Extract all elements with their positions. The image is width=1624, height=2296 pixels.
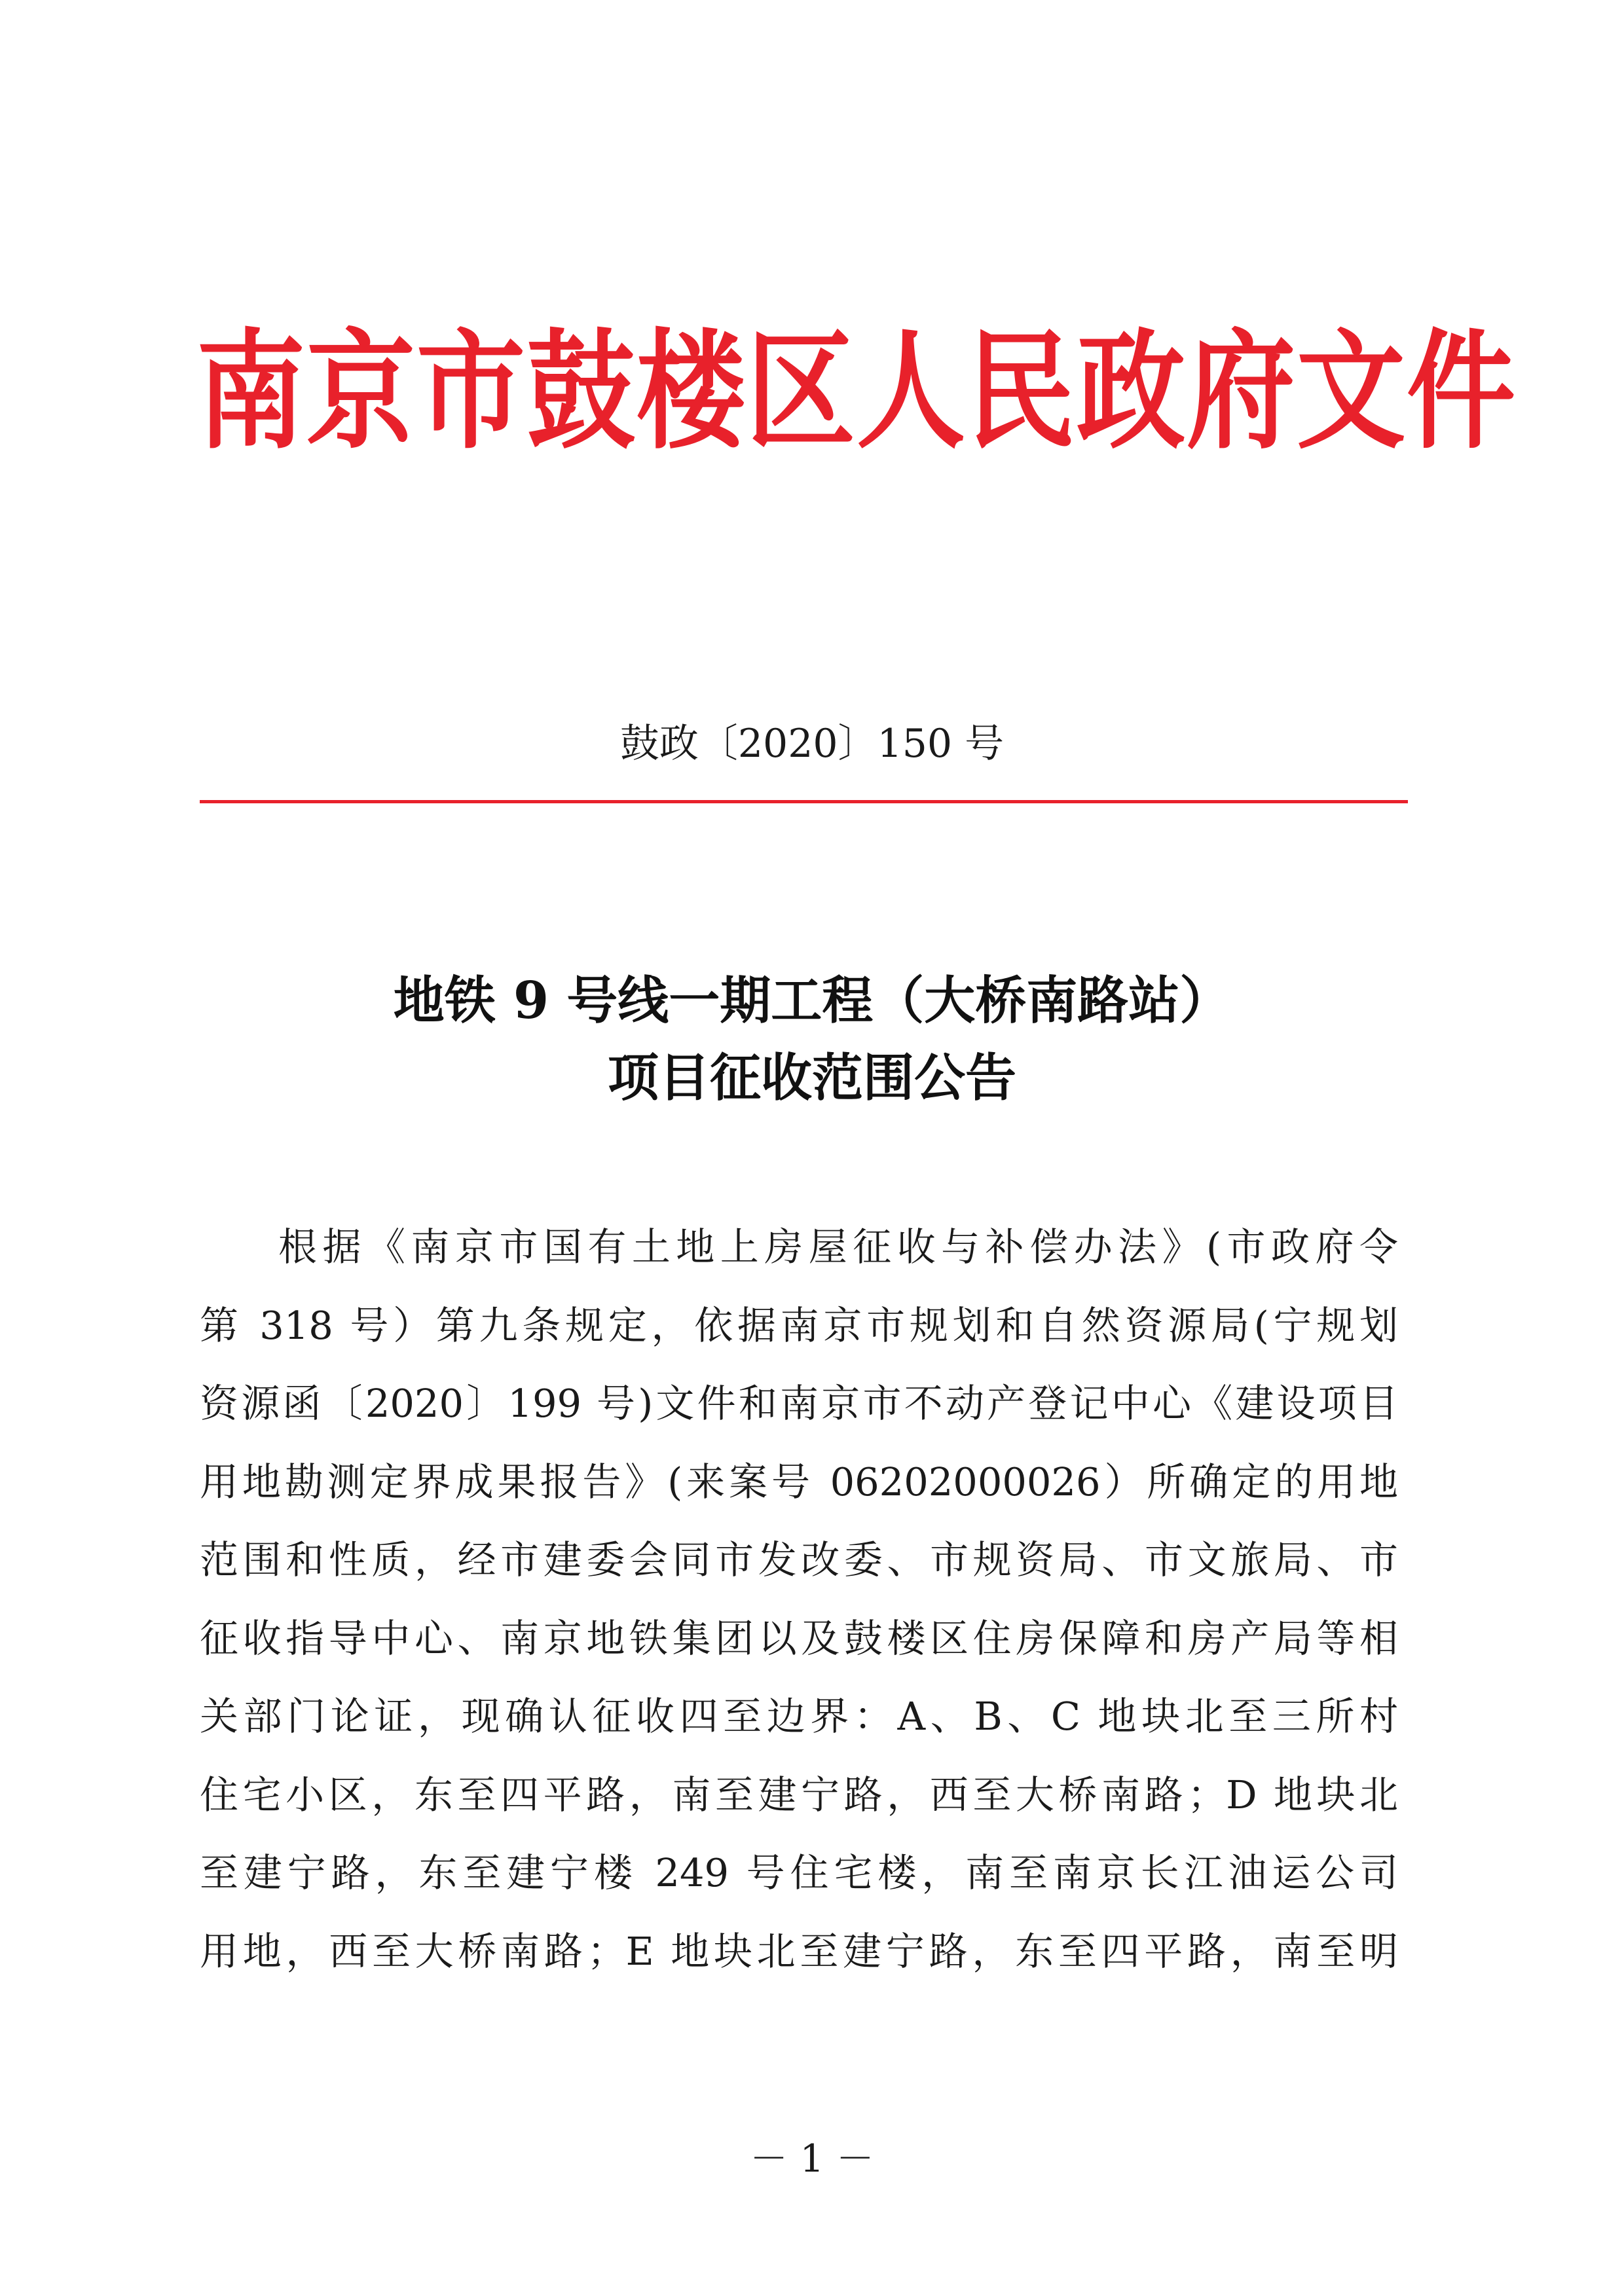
body-line: 用地勘测定界成果报告》(来案号 06202000026）所确定的用地 (200, 1459, 1398, 1504)
body-line: 至建宁路，东至建宁楼 249 号住宅楼，南至南京长江油运公司 (200, 1850, 1398, 1895)
body-line: 第 318 号）第九条规定，依据南京市规划和自然资源局(宁规划 (200, 1302, 1398, 1348)
title-line-1: 地铁 9 号线一期工程（大桥南路站） (393, 971, 1231, 1030)
document-number: 鼓政〔2020〕150 号 (619, 721, 1005, 767)
red-divider-line (200, 800, 1408, 803)
body-line: 用地，西至大桥南路；E 地块北至建宁路，东至四平路，南至明 (200, 1928, 1398, 1974)
body-line: 范围和性质，经市建委会同市发改委、市规资局、市文旅局、市 (200, 1537, 1398, 1582)
body-line: 根据《南京市国有土地上房屋征收与补偿办法》(市政府令 (278, 1224, 1398, 1269)
body-line: 住宅小区，东至四平路，南至建宁路，西至大桥南路；D 地块北 (200, 1772, 1398, 1817)
body-line: 征收指导中心、南京地铁集团以及鼓楼区住房保障和房产局等相 (200, 1615, 1398, 1661)
body-line: 关部门论证，现确认征收四至边界：A、B、C 地块北至三所村 (200, 1694, 1398, 1739)
body-paragraph (200, 1208, 1398, 1990)
page-number: － 1 － (750, 2136, 874, 2181)
masthead-title: 南京市鼓楼区人民政府文件 (196, 318, 1517, 467)
body-line: 资源函〔2020〕199 号)文件和南京市不动产登记中心《建设项目 (200, 1381, 1398, 1426)
title-line-2: 项目征收范围公告 (607, 1048, 1016, 1108)
announcement-title (196, 962, 1428, 1117)
